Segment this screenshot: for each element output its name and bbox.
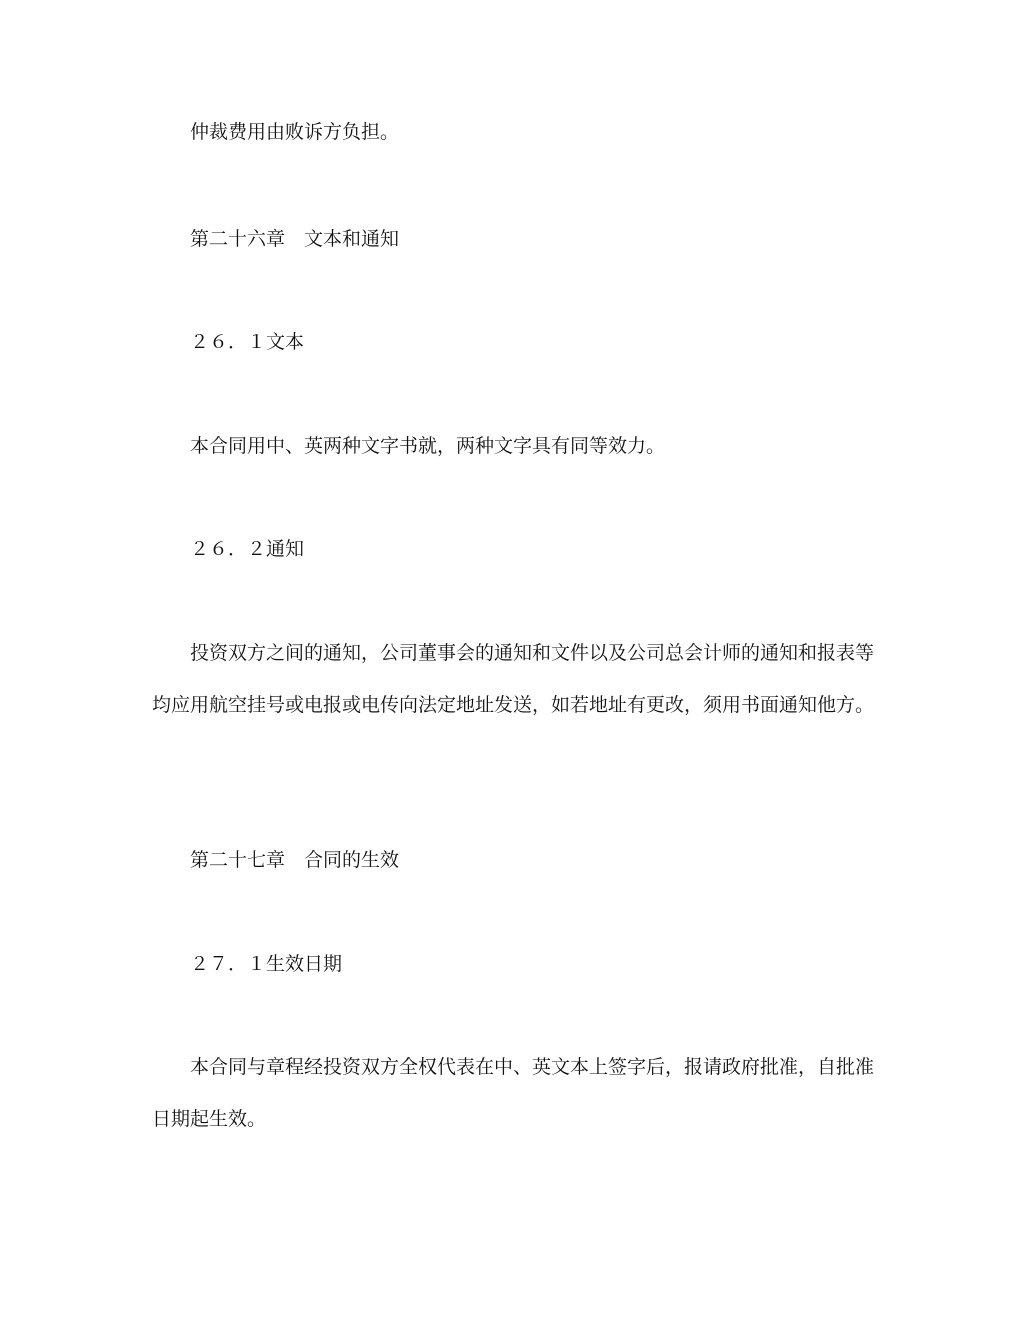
notice-paragraph: 投资双方之间的通知，公司董事会的通知和文件以及公司总会计师的通知和报表等均应用航空挂号或电报或电传向法定地址发送，如若地址有更改，须用书面通知他方。 <box>152 642 875 716</box>
chapter-27-heading: 第二十七章 合同的生效 <box>190 849 400 871</box>
arbitration-cost-paragraph: 仲裁费用由败诉方负担。 <box>190 121 400 143</box>
section-27-1-heading: ２７．１生效日期 <box>190 953 343 975</box>
text-language-paragraph: 本合同用中、英两种文字书就，两种文字具有同等效力。 <box>190 435 666 457</box>
section-26-1-heading: ２６．１文本 <box>190 331 305 353</box>
effective-date-paragraph: 本合同与章程经投资双方全权代表在中、英文本上签字后，报请政府批准，自批准日期起生效。 <box>152 1056 875 1130</box>
chapter-26-heading: 第二十六章 文本和通知 <box>190 228 400 250</box>
section-26-2-heading: ２６．２通知 <box>190 538 305 560</box>
